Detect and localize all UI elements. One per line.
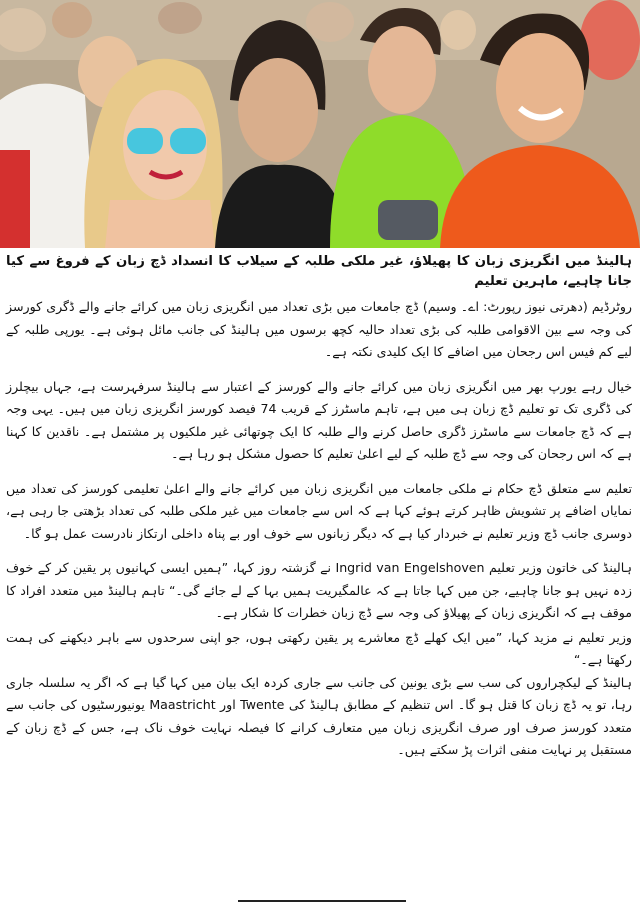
article-headline: ہالینڈ میں انگریزی زبان کا پھیلاؤ، غیر ملکی طلبہ کے سیلاب کا انسداد ڈچ زبان کے فروغ سے کیا جانا چاہیے، ماہرین تعلیم <box>6 254 632 289</box>
crowd-person-red-shirt <box>580 0 640 80</box>
bag <box>378 200 438 240</box>
article-paragraph: ہالینڈ کے لیکچراروں کی سب سے بڑی یونین کی جانب سے جاری کردہ ایک بیان میں کہا گیا ہے کہ اگر یہ سلسلہ جاری رہا، تو یہ ڈچ زبان کا قتل ہو گا۔ اس تنظیم کے مطابق ہالینڈ کی Twente اور Maastricht یونیورسٹیوں کی جانب سے متعدد کورسز صرف اور صرف انگریزی زبان میں متعارف کرانے کا فیصلہ نہایت خوف ناک ہے، جس کے ڈچ زبان کے مستقبل پر نہایت منفی اثرات پڑ سکتے ہیں۔ <box>6 674 633 757</box>
header-photo <box>0 0 640 248</box>
crowd-person <box>440 10 476 50</box>
person-red-shirt <box>0 150 30 248</box>
crowd-person <box>306 2 354 42</box>
end-divider <box>238 900 406 902</box>
article-paragraph: روٹرڈیم (دھرتی نیوز رپورٹ: اے۔ وسیم) ڈچ جامعات میں بڑی تعداد میں انگریزی زبان میں کرائے جانے والے ڈگری کورسز کی وجہ سے بین الاقوامی طلبہ کی بڑی تعداد حالیہ کچھ برسوں میں ہالینڈ کی جانب مائل ہوئی ہے۔ یورپی طلبہ کے لیے کم فیس اس رجحان میں اضافے کا ایک کلیدی نکتہ ہے۔ <box>6 299 632 359</box>
orange-man-face <box>496 33 584 143</box>
man-face <box>238 58 318 162</box>
article-paragraph: ہالینڈ کی خاتون وزیر تعلیم Ingrid van Engelshoven نے گزشتہ روز کہا، ”ہمیں ایسی کہانیوں پر یقین کر کے خوف زدہ نہیں ہو جانا چاہیے، جن میں کہا جاتا ہے کہ عالمگیریت ہمیں بہا کے لے جائے گی۔“ تاہم ہالینڈ میں متعدد افراد کا موقف ہے کہ انگریزی زبان کے پھیلاؤ کی وجہ سے ڈچ زبان خطرات کا شکار ہے۔ <box>6 560 632 620</box>
woman-shoulders <box>105 200 215 248</box>
crowd-person <box>158 2 202 34</box>
sunglasses-lens-icon <box>170 128 206 154</box>
article-paragraph: تعلیم سے متعلق ڈچ حکام نے ملکی جامعات میں انگریزی زبان میں کرائے جانے والے اعلیٰ تعلیمی کورسز کی تعداد میں نمایاں اضافے پر تشویش ظاہر کرتے ہوئے کہا ہے کہ اس سے جامعات میں غیر ملکی طلبہ کی تعداد بڑھتی جا رہی ہے، دوسری جانب ڈچ وزیر تعلیم نے خبردار کیا ہے کہ دیگر زبانوں سے خوف اور بے پناہ داخلی ارتکاز نادرست عمل ہو گا۔ <box>6 480 632 541</box>
green-man-face <box>368 26 436 114</box>
sunglasses-icon <box>127 128 163 154</box>
students-photo <box>0 0 640 248</box>
crowd-person <box>52 2 92 38</box>
article-quote: وزیر تعلیم نے مزید کہا، ”میں ایک کھلے ڈچ معاشرے پر یقین رکھتی ہوں، جو اپنی سرحدوں سے باہر دیکھنے کی ہمت رکھتا ہے۔“ <box>6 629 632 667</box>
article-paragraph: خیال رہے یورپ بھر میں انگریزی زبان میں کرائے جانے والے کورسز کے اعتبار سے ہالینڈ سرفہرست ہے، جہاں بیچلرز کی ڈگری تک تو تعلیم ڈچ زبان ہی میں ہے، تاہم ماسٹرز کے قریب 74 فیصد کورسز انگریزی زبان میں ہیں۔ یہی وجہ ہے کہ ڈچ جامعات سے ماسٹرز ڈگری حاصل کرنے والے طلبہ کا ایک چوتھائی غیر ملکیوں پر مشتمل ہے۔ ناقدین کا کہنا ہے کہ اس رجحان کی وجہ سے ڈچ طلبہ کے لیے اعلیٰ تعلیم کا حصول مشکل ہو رہا ہے۔ <box>6 378 632 461</box>
article <box>6 252 632 774</box>
